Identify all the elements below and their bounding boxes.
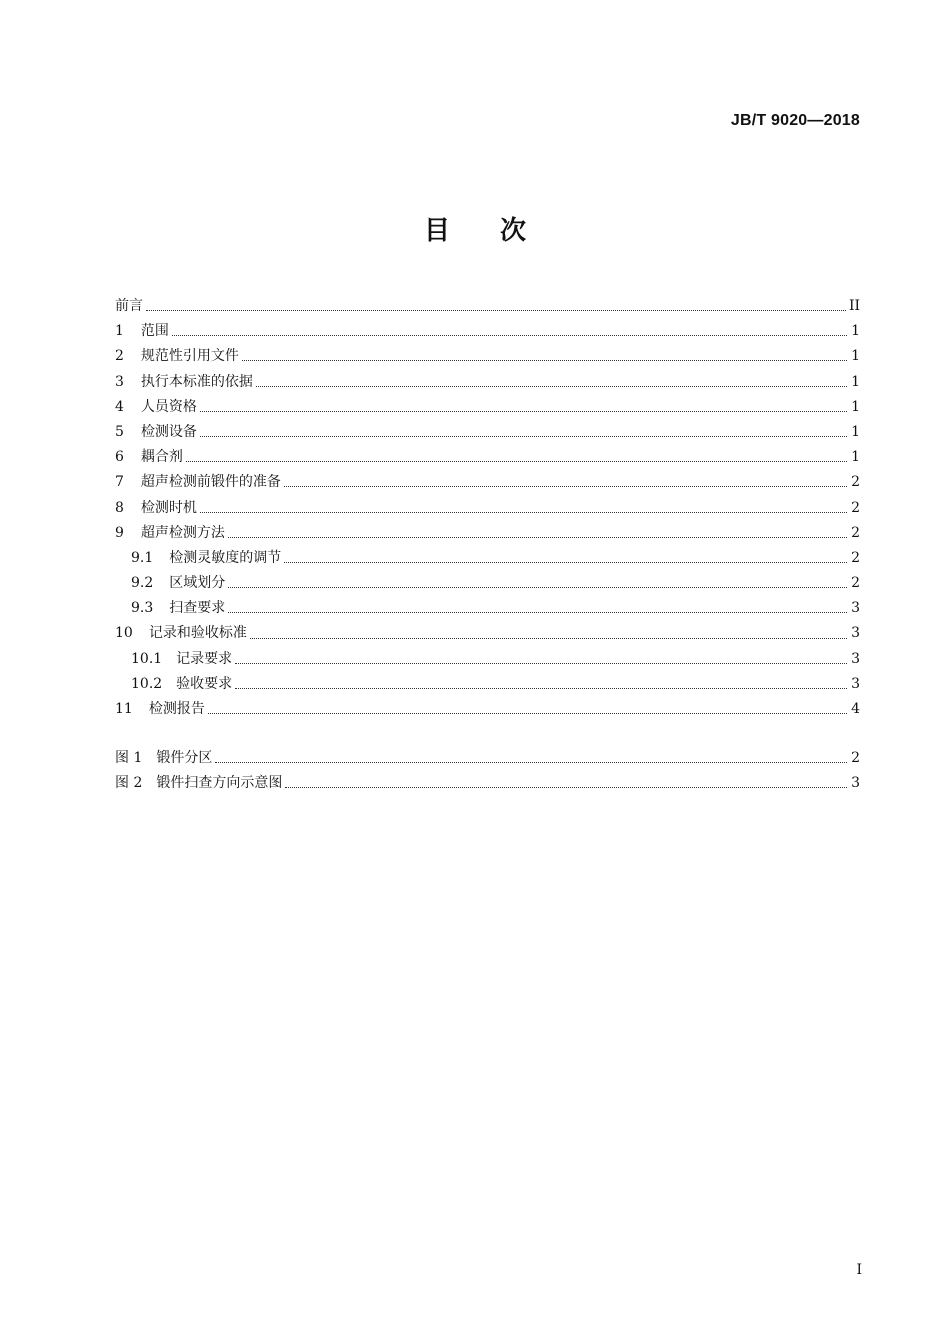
toc-entry-number: 4 bbox=[115, 398, 124, 415]
toc-entry-number: 8 bbox=[115, 499, 124, 516]
toc-entry-label: 执行本标准的依据 bbox=[140, 373, 253, 390]
toc-entry-number: 9.1 bbox=[131, 549, 154, 566]
toc-entry-label: 扫查要求 bbox=[169, 600, 226, 617]
toc-entry-label: 记录和验收标准 bbox=[148, 625, 247, 642]
toc-entry-label: 检测灵敏度的调节 bbox=[169, 549, 282, 566]
toc-entry[interactable] bbox=[115, 445, 860, 470]
toc-entry-label: 超声检测前锻件的准备 bbox=[140, 474, 281, 491]
leader-dots bbox=[208, 713, 847, 714]
toc-entry-page: II bbox=[848, 298, 860, 314]
toc-entry-page: 1 bbox=[851, 423, 860, 440]
figure-entry[interactable] bbox=[115, 771, 860, 796]
leader-dots bbox=[200, 512, 847, 513]
toc-entry[interactable] bbox=[115, 571, 860, 596]
toc-entry-page: 1 bbox=[851, 398, 860, 415]
figure-entries bbox=[115, 746, 860, 796]
toc-entry-label: 记录要求 bbox=[176, 650, 233, 667]
toc-entry-number: 1 bbox=[115, 323, 124, 340]
toc-entry-page: 2 bbox=[851, 524, 860, 541]
leader-dots bbox=[242, 360, 847, 361]
toc-entry-number: 图 2 bbox=[115, 775, 143, 792]
toc-entry-number: 7 bbox=[115, 474, 124, 491]
toc-entry-number: 10 bbox=[115, 625, 133, 642]
toc-entry[interactable] bbox=[115, 647, 860, 672]
toc-entry-label: 检测报告 bbox=[148, 701, 205, 717]
leader-dots bbox=[285, 787, 847, 788]
toc-entry-page: 2 bbox=[851, 575, 860, 592]
leader-dots bbox=[250, 638, 847, 639]
leader-dots bbox=[284, 562, 847, 563]
toc-entry[interactable] bbox=[115, 496, 860, 521]
toc-entry-number: 9.3 bbox=[131, 600, 154, 617]
toc-entry-page: 1 bbox=[851, 348, 860, 365]
toc-entry[interactable] bbox=[115, 395, 860, 420]
toc-entry-page: 3 bbox=[851, 650, 860, 667]
leader-dots bbox=[235, 663, 847, 664]
toc-entry-number: 2 bbox=[115, 348, 124, 365]
leader-dots bbox=[284, 486, 847, 487]
toc-entry[interactable] bbox=[115, 470, 860, 495]
toc-entries bbox=[115, 294, 860, 722]
toc-entry-page: 2 bbox=[851, 474, 860, 491]
title-char-left: 目 bbox=[423, 216, 450, 246]
toc-entry-page: 2 bbox=[851, 499, 860, 516]
toc-entry[interactable] bbox=[115, 546, 860, 571]
toc-entry[interactable] bbox=[115, 596, 860, 621]
leader-dots bbox=[228, 537, 847, 538]
toc-entry[interactable] bbox=[115, 521, 860, 546]
leader-dots bbox=[228, 587, 847, 588]
toc-entry[interactable] bbox=[115, 319, 860, 344]
leader-dots bbox=[186, 461, 847, 462]
page-number: I bbox=[856, 1262, 862, 1278]
toc-entry-number: 9 bbox=[115, 524, 124, 541]
toc-entry[interactable] bbox=[115, 697, 860, 722]
title-char-right: 次 bbox=[500, 216, 527, 246]
toc-entry-number: 图 1 bbox=[115, 750, 143, 767]
toc-entry-number: 5 bbox=[115, 423, 124, 440]
toc-entry-page: 3 bbox=[851, 675, 860, 692]
table-of-contents bbox=[115, 294, 860, 797]
leader-dots bbox=[228, 612, 847, 613]
leader-dots bbox=[172, 335, 847, 336]
toc-entry-page: 3 bbox=[851, 775, 860, 792]
toc-entry-label: 锻件扫查方向示意图 bbox=[156, 775, 283, 792]
toc-entry-number: 11 bbox=[115, 701, 133, 717]
page-title bbox=[0, 210, 950, 247]
leader-dots bbox=[146, 310, 846, 311]
toc-entry-label: 锻件分区 bbox=[156, 750, 213, 767]
toc-entry-number: 9.2 bbox=[131, 575, 154, 592]
toc-entry-page: 2 bbox=[851, 549, 860, 566]
toc-entry-label: 耦合剂 bbox=[140, 449, 183, 466]
toc-entry[interactable] bbox=[115, 370, 860, 395]
toc-entry-page: 1 bbox=[851, 373, 860, 390]
leader-dots bbox=[256, 386, 847, 387]
toc-entry-label: 规范性引用文件 bbox=[140, 348, 239, 365]
toc-entry-page: 4 bbox=[851, 701, 860, 717]
toc-entry-label: 范围 bbox=[140, 323, 169, 340]
toc-entry[interactable] bbox=[115, 621, 860, 646]
toc-entry-label: 区域划分 bbox=[169, 575, 226, 592]
leader-dots bbox=[200, 411, 847, 412]
toc-entry[interactable] bbox=[115, 672, 860, 697]
standard-code: JB/T 9020—2018 bbox=[730, 112, 860, 129]
toc-entry-number: 6 bbox=[115, 449, 124, 466]
toc-entry-label: 人员资格 bbox=[140, 398, 197, 415]
toc-entry-page: 3 bbox=[851, 625, 860, 642]
leader-dots bbox=[215, 762, 847, 763]
toc-entry[interactable] bbox=[115, 420, 860, 445]
toc-entry-page: 1 bbox=[851, 449, 860, 466]
toc-entry-label: 超声检测方法 bbox=[140, 524, 225, 541]
toc-entry-label: 前言 bbox=[115, 298, 143, 314]
toc-entry[interactable] bbox=[115, 344, 860, 369]
toc-entry-number: 3 bbox=[115, 373, 124, 390]
figure-entry[interactable] bbox=[115, 746, 860, 771]
leader-dots bbox=[235, 688, 847, 689]
toc-entry-number: 10.1 bbox=[131, 650, 163, 667]
toc-entry-label: 检测设备 bbox=[140, 423, 197, 440]
toc-entry-label: 验收要求 bbox=[176, 675, 233, 692]
toc-entry-page: 3 bbox=[851, 600, 860, 617]
toc-entry-page: 2 bbox=[851, 750, 860, 767]
toc-entry[interactable] bbox=[115, 294, 860, 319]
leader-dots bbox=[200, 436, 847, 437]
toc-entry-number: 10.2 bbox=[131, 675, 163, 692]
toc-entry-label: 检测时机 bbox=[140, 499, 197, 516]
toc-entry-page: 1 bbox=[851, 323, 860, 340]
